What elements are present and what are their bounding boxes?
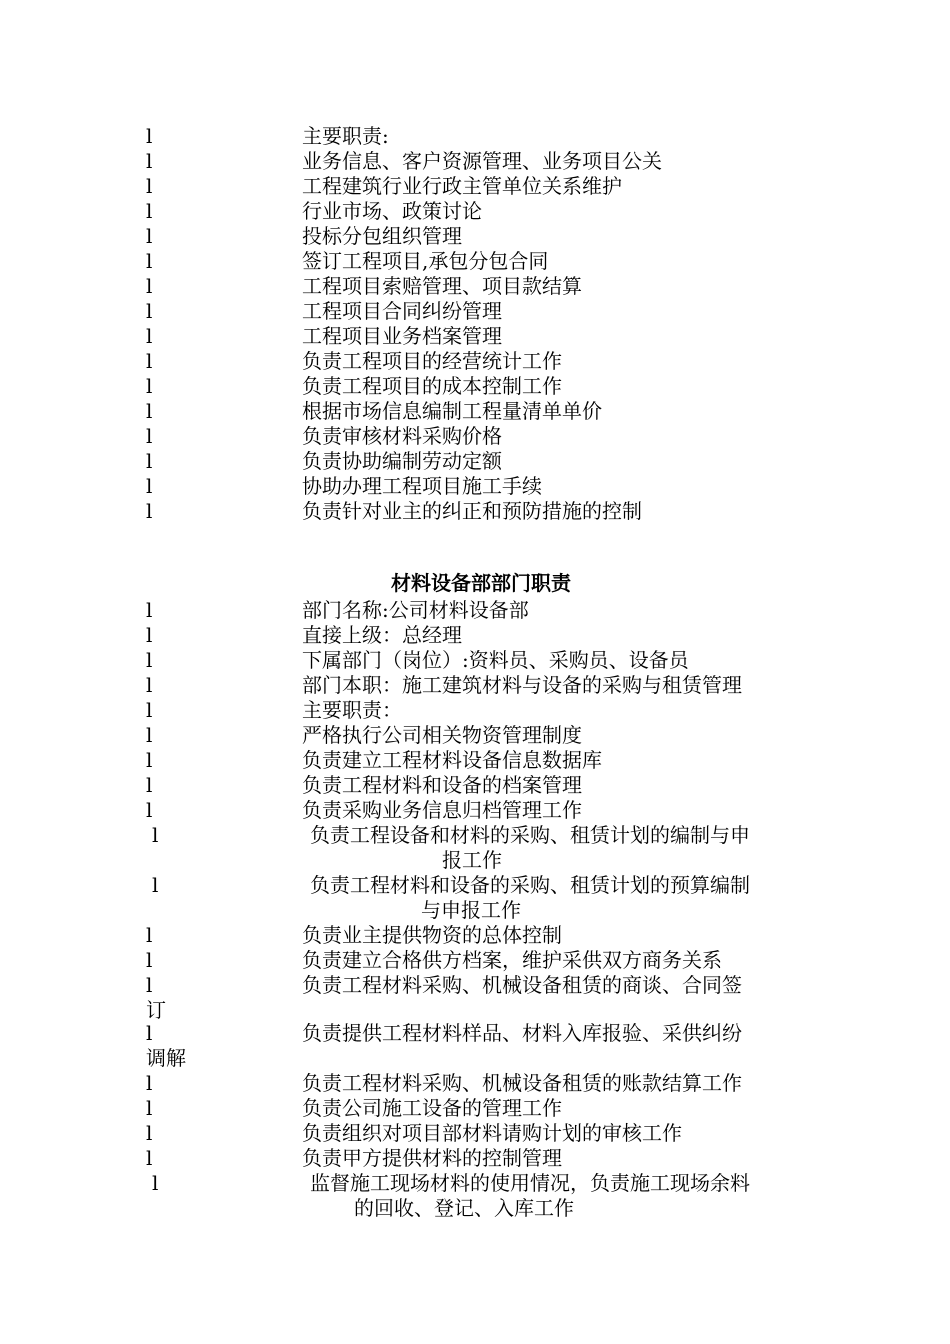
bullet-marker: l	[146, 1146, 153, 1170]
list-item-text: 负责工程材料和设备的档案管理	[302, 773, 582, 797]
list-item	[0, 622, 950, 648]
list-item-text: 负责提供工程材料样品、材料入库报验、采供纠纷	[302, 1021, 742, 1045]
list-item-text: 负责公司施工设备的管理工作	[302, 1096, 562, 1120]
list-item-text: 下属部门（岗位）:资料员、采购员、设备员	[302, 648, 689, 672]
list-item-text: 负责针对业主的纠正和预防措施的控制	[302, 499, 642, 523]
list-item	[0, 373, 950, 399]
bullet-marker: l	[146, 299, 153, 323]
bullet-marker: l	[146, 648, 153, 672]
bullet-marker: l	[146, 399, 153, 423]
list-item-text: 主要职责：	[302, 698, 402, 722]
list-item	[0, 1020, 950, 1046]
list-item-text: 部门本职：施工建筑材料与设备的采购与租赁管理	[302, 673, 742, 697]
bullet-marker: l	[152, 1171, 159, 1195]
list-item	[0, 1145, 950, 1171]
list-item	[0, 348, 950, 374]
list-item	[0, 1120, 950, 1146]
list-item-text: 负责审核材料采购价格	[302, 424, 502, 448]
bullet-marker: l	[146, 374, 153, 398]
list-item	[0, 797, 950, 823]
list-item-text: 负责工程设备和材料的采购、租赁计划的编制与申	[310, 823, 750, 847]
list-item-text: 监督施工现场材料的使用情况，负责施工现场余料	[310, 1171, 750, 1195]
list-item	[0, 273, 950, 299]
list-item	[0, 423, 950, 449]
bullet-marker: l	[146, 349, 153, 373]
list-item-text: 签订工程项目,承包分包合同	[302, 249, 549, 273]
list-item-text: 主要职责:	[302, 124, 389, 148]
list-item-text: 直接上级：总经理	[302, 623, 462, 647]
list-item-continuation: 订	[146, 998, 166, 1022]
bullet-marker: l	[146, 249, 153, 273]
list-item-text: 负责组织对项目部材料请购计划的审核工作	[302, 1121, 682, 1145]
list-item	[0, 1095, 950, 1121]
list-item-continuation: 调解	[146, 1046, 186, 1070]
bullet-marker: l	[146, 1096, 153, 1120]
list-item	[0, 398, 950, 424]
list-item	[0, 972, 950, 998]
bullet-marker: l	[146, 224, 153, 248]
bullet-marker: l	[146, 149, 153, 173]
list-item	[0, 448, 950, 474]
list-item	[0, 1070, 950, 1096]
bullet-marker: l	[146, 948, 153, 972]
list-item	[0, 123, 950, 149]
list-item-text: 负责工程材料采购、机械设备租赁的账款结算工作	[302, 1071, 742, 1095]
list-item	[0, 922, 950, 948]
list-item-continuation: 与申报工作	[421, 898, 521, 922]
list-item	[0, 722, 950, 748]
list-item-text: 负责工程材料和设备的采购、租赁计划的预算编制	[310, 873, 750, 897]
bullet-marker: l	[152, 873, 159, 897]
list-item	[0, 173, 950, 199]
list-item-text: 工程建筑行业行政主管单位关系维护	[302, 174, 622, 198]
list-item-text: 工程项目业务档案管理	[302, 324, 502, 348]
list-item-continuation: 报工作	[442, 848, 502, 872]
list-item	[0, 872, 950, 898]
list-item	[0, 223, 950, 249]
list-item	[0, 298, 950, 324]
bullet-marker: l	[146, 274, 153, 298]
list-item	[0, 498, 950, 524]
list-item	[0, 947, 950, 973]
bullet-marker: l	[146, 798, 153, 822]
bullet-marker: l	[146, 1071, 153, 1095]
bullet-marker: l	[146, 499, 153, 523]
bullet-marker: l	[146, 973, 153, 997]
list-item-text: 投标分包组织管理	[302, 224, 462, 248]
bullet-marker: l	[146, 324, 153, 348]
bullet-marker: l	[146, 474, 153, 498]
list-item-text: 负责采购业务信息归档管理工作	[302, 798, 582, 822]
list-item-text: 负责工程项目的成本控制工作	[302, 374, 562, 398]
list-item	[0, 772, 950, 798]
list-item-text: 业务信息、客户资源管理、业务项目公关	[302, 149, 662, 173]
list-item	[0, 473, 950, 499]
list-item	[0, 198, 950, 224]
list-item	[0, 672, 950, 698]
section-title: 材料设备部部门职责	[391, 571, 571, 595]
bullet-marker: l	[146, 623, 153, 647]
list-item-text: 根据市场信息编制工程量清单单价	[302, 399, 602, 423]
bullet-marker: l	[146, 723, 153, 747]
bullet-marker: l	[146, 673, 153, 697]
list-item-text: 负责工程项目的经营统计工作	[302, 349, 562, 373]
list-item-text: 工程项目索赔管理、项目款结算	[302, 274, 582, 298]
list-item-text: 负责建立合格供方档案，维护采供双方商务关系	[302, 948, 722, 972]
list-item	[0, 323, 950, 349]
bullet-marker: l	[146, 199, 153, 223]
list-item	[0, 1170, 950, 1196]
bullet-marker: l	[146, 1021, 153, 1045]
list-item-text: 部门名称:公司材料设备部	[302, 598, 529, 622]
list-item	[0, 647, 950, 673]
list-item	[0, 747, 950, 773]
list-item-continuation: 的回收、登记、入库工作	[354, 1196, 574, 1220]
list-item	[0, 697, 950, 723]
list-item-text: 行业市场、政策讨论	[302, 199, 482, 223]
list-item-text: 负责甲方提供材料的控制管理	[302, 1146, 562, 1170]
list-item-text: 工程项目合同纠纷管理	[302, 299, 502, 323]
list-item-text: 严格执行公司相关物资管理制度	[302, 723, 582, 747]
list-item	[0, 248, 950, 274]
list-item	[0, 597, 950, 623]
list-item-text: 负责业主提供物资的总体控制	[302, 923, 562, 947]
bullet-marker: l	[146, 598, 153, 622]
list-item-text: 负责建立工程材料设备信息数据库	[302, 748, 602, 772]
bullet-marker: l	[146, 424, 153, 448]
list-item-text: 协助办理工程项目施工手续	[302, 474, 542, 498]
list-item	[0, 148, 950, 174]
bullet-marker: l	[146, 923, 153, 947]
list-item-text: 负责工程材料采购、机械设备租赁的商谈、合同签	[302, 973, 742, 997]
list-item	[0, 822, 950, 848]
bullet-marker: l	[146, 449, 153, 473]
bullet-marker: l	[146, 748, 153, 772]
bullet-marker: l	[146, 1121, 153, 1145]
bullet-marker: l	[146, 698, 153, 722]
bullet-marker: l	[152, 823, 159, 847]
bullet-marker: l	[146, 124, 153, 148]
bullet-marker: l	[146, 174, 153, 198]
list-item-text: 负责协助编制劳动定额	[302, 449, 502, 473]
bullet-marker: l	[146, 773, 153, 797]
